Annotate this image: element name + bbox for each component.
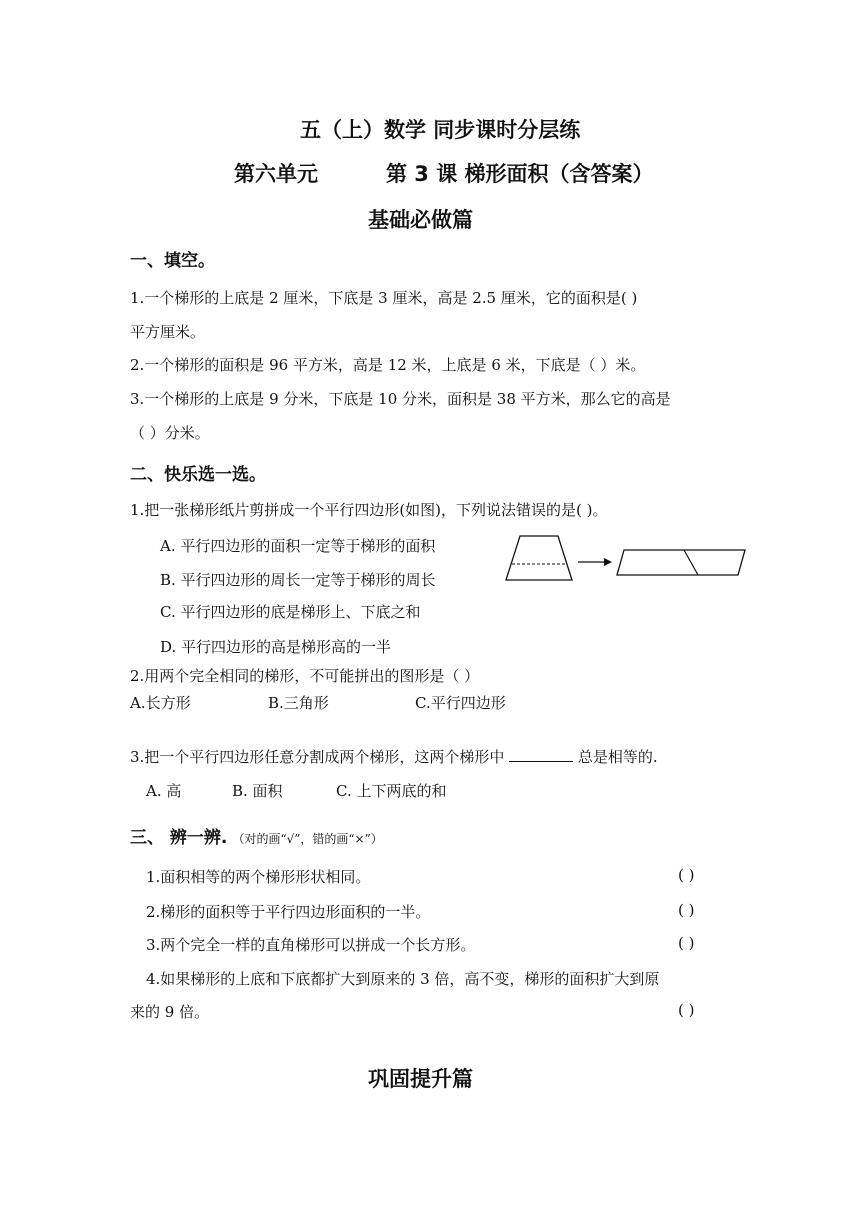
answer-bracket[interactable]: ( )	[678, 901, 695, 919]
lesson-title: 第 3 课 梯形面积（含答案）	[386, 162, 654, 186]
judge-item: 3.两个完全一样的直角梯形可以拼成一个长方形。	[146, 936, 476, 954]
choice-option: C. 上下两底的和	[336, 782, 447, 800]
judge-item: 1.面积相等的两个梯形形状相同。	[146, 868, 371, 886]
trapezoid-shape	[506, 536, 572, 580]
section-heading-choice: 二、快乐选一选。	[130, 465, 266, 485]
unit-label: 第六单元	[234, 162, 318, 186]
section-note: （对的画“√”，错的画“×”）	[232, 832, 383, 846]
trapezoid-to-parallelogram-figure	[500, 530, 760, 590]
question-text: 3.一个梯形的上底是 9 分米，下底是 10 分米，面积是 38 平方米，那么它的高是	[130, 390, 671, 408]
choice-option: C. 平行四边形的底是梯形上、下底之和	[160, 603, 421, 621]
question-text: （ ）分米。	[130, 424, 210, 442]
choice-option: B. 面积	[232, 782, 283, 800]
parallelogram-shape	[617, 550, 745, 575]
answer-bracket[interactable]: ( )	[678, 1001, 695, 1019]
choice-option: C.平行四边形	[415, 694, 506, 712]
judge-item: 2.梯形的面积等于平行四边形面积的一半。	[146, 903, 431, 921]
judge-item-continued: 来的 9 倍。	[130, 1003, 210, 1021]
answer-bracket[interactable]: ( )	[678, 934, 695, 952]
answer-blank-line[interactable]	[509, 747, 573, 762]
question-text: 2.用两个完全相同的梯形，不可能拼出的图形是（ ）	[130, 667, 480, 685]
part-title-advanced: 巩固提升篇	[368, 1067, 473, 1091]
section-heading-text: 三、 辨一辨.	[130, 828, 228, 848]
parallelogram-cut-line	[684, 550, 698, 575]
choice-option: D. 平行四边形的高是梯形高的一半	[160, 638, 392, 656]
choice-option: A.长方形	[130, 694, 191, 712]
question-text: 1.一个梯形的上底是 2 厘米，下底是 3 厘米，高是 2.5 厘米，它的面积是( )	[130, 289, 638, 307]
part-title-basic: 基础必做篇	[368, 208, 473, 232]
question-text	[130, 746, 658, 767]
section-heading-true-false	[130, 823, 383, 848]
judge-item: 4.如果梯形的上底和下底都扩大到原来的 3 倍，高不变，梯形的面积扩大到原	[146, 970, 660, 988]
section-heading-fill-blank: 一、填空。	[130, 251, 215, 271]
choice-option: A. 平行四边形的面积一定等于梯形的面积	[160, 537, 436, 555]
choice-option: B. 平行四边形的周长一定等于梯形的周长	[160, 571, 436, 589]
arrow-head-icon	[604, 558, 612, 566]
choice-option: A. 高	[146, 782, 182, 800]
question-text-part: 总是相等的.	[577, 748, 658, 766]
question-text: 2.一个梯形的面积是 96 平方米，高是 12 米，上底是 6 米，下底是（ ）米。	[130, 356, 646, 374]
question-text: 平方厘米。	[130, 323, 206, 341]
question-text: 1.把一张梯形纸片剪拼成一个平行四边形(如图)，下列说法错误的是( )。	[130, 501, 608, 519]
answer-bracket[interactable]: ( )	[678, 866, 695, 884]
question-text-part: 3.把一个平行四边形任意分割成两个梯形，这两个梯形中	[130, 748, 505, 766]
choice-option: B.三角形	[268, 694, 329, 712]
page-title: 五（上）数学 同步课时分层练	[300, 118, 581, 142]
